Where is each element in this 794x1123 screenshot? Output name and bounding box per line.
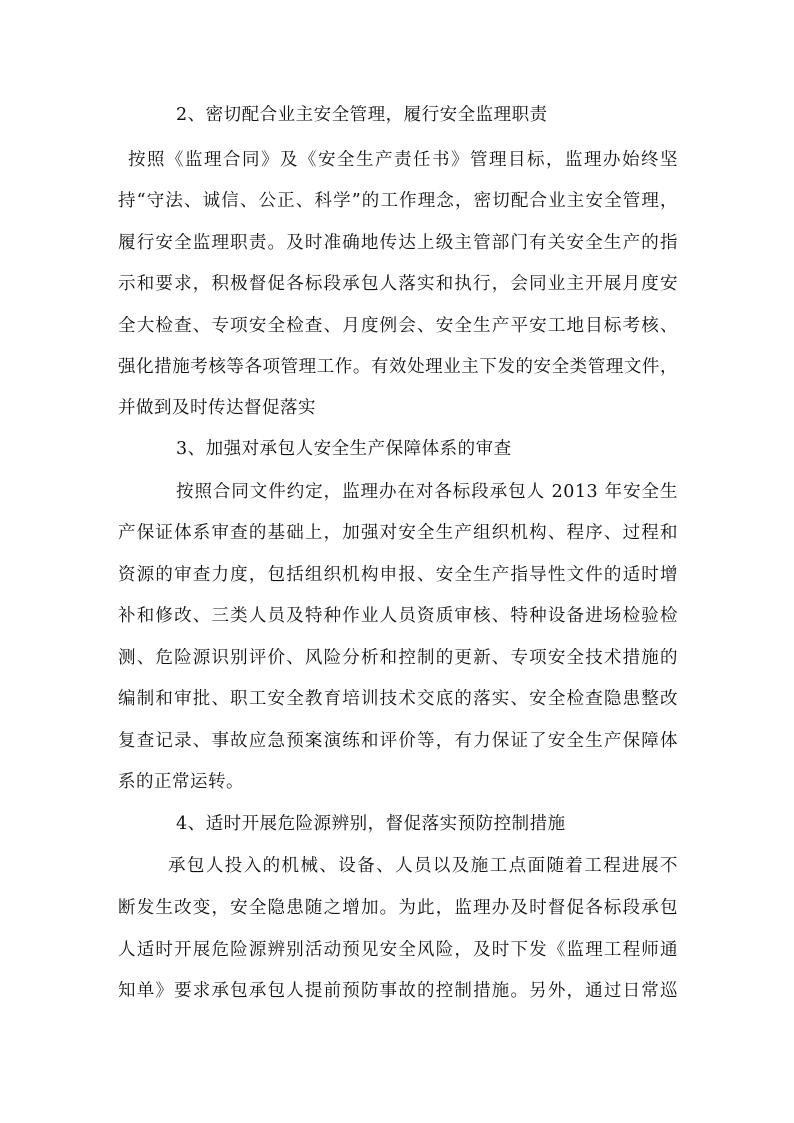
- paragraph-line: 人适时开展危险源辨别活动预见安全风险，及时下发《监理工程师通: [118, 940, 678, 960]
- paragraph-line: 强化措施考核等各项管理工作。有效处理业主下发的安全类管理文件，: [118, 357, 678, 377]
- paragraph-line: 全大检查、专项安全检查、月度例会、安全生产平安工地目标考核、: [118, 316, 678, 336]
- paragraph-line: 持“守法、诚信、公正、科学”的工作理念，密切配合业主安全管理，: [118, 191, 678, 211]
- paragraph-line: 产保证体系审查的基础上，加强对安全生产组织机构、程序、过程和: [118, 523, 678, 543]
- paragraph-line: 示和要求，积极督促各标段承包人落实和执行，会同业主开展月度安: [118, 274, 678, 294]
- paragraph-line: 复查记录、事故应急预案演练和评价等，有力保证了安全生产保障体: [118, 731, 678, 751]
- paragraph-line: 知单》要求承包承包人提前预防事故的控制措施。另外，通过日常巡: [118, 981, 678, 1001]
- paragraph-line: 断发生改变，安全隐患随之增加。为此，监理办及时督促各标段承包: [118, 898, 678, 918]
- paragraph-line: 履行安全监理职责。及时准确地传达上级主管部门有关安全生产的指: [118, 233, 678, 253]
- paragraph-line: 补和修改、三类人员及特种作业人员资质审核、特种设备进场检验检: [118, 606, 678, 626]
- paragraph-line: 测、危险源识别评价、风险分析和控制的更新、专项安全技术措施的: [118, 648, 678, 668]
- paragraph-line: 按照合同文件约定，监理办在对各标段承包人 2013 年安全生: [176, 482, 678, 502]
- paragraph-line: 系的正常运转。: [118, 772, 244, 792]
- section-heading-4: 4、适时开展危险源辨别，督促落实预防控制措施: [176, 814, 566, 834]
- paragraph-line: 按照《监理合同》及《安全生产责任书》管理目标，监理办始终坚: [128, 150, 678, 170]
- paragraph-line: 编制和审批、职工安全教育培训技术交底的落实、安全检查隐患整改: [118, 689, 678, 709]
- section-heading-3: 3、加强对承包人安全生产保障体系的审查: [176, 439, 512, 459]
- paragraph-line: 并做到及时传达督促落实: [118, 398, 316, 418]
- paragraph-line: 资源的审查力度，包括组织机构申报、安全生产指导性文件的适时增: [118, 565, 678, 585]
- paragraph-line: 承包人投入的机械、设备、人员以及施工点面随着工程进展不: [168, 856, 678, 876]
- section-heading-2: 2、密切配合业主安全管理，履行安全监理职责: [176, 105, 548, 125]
